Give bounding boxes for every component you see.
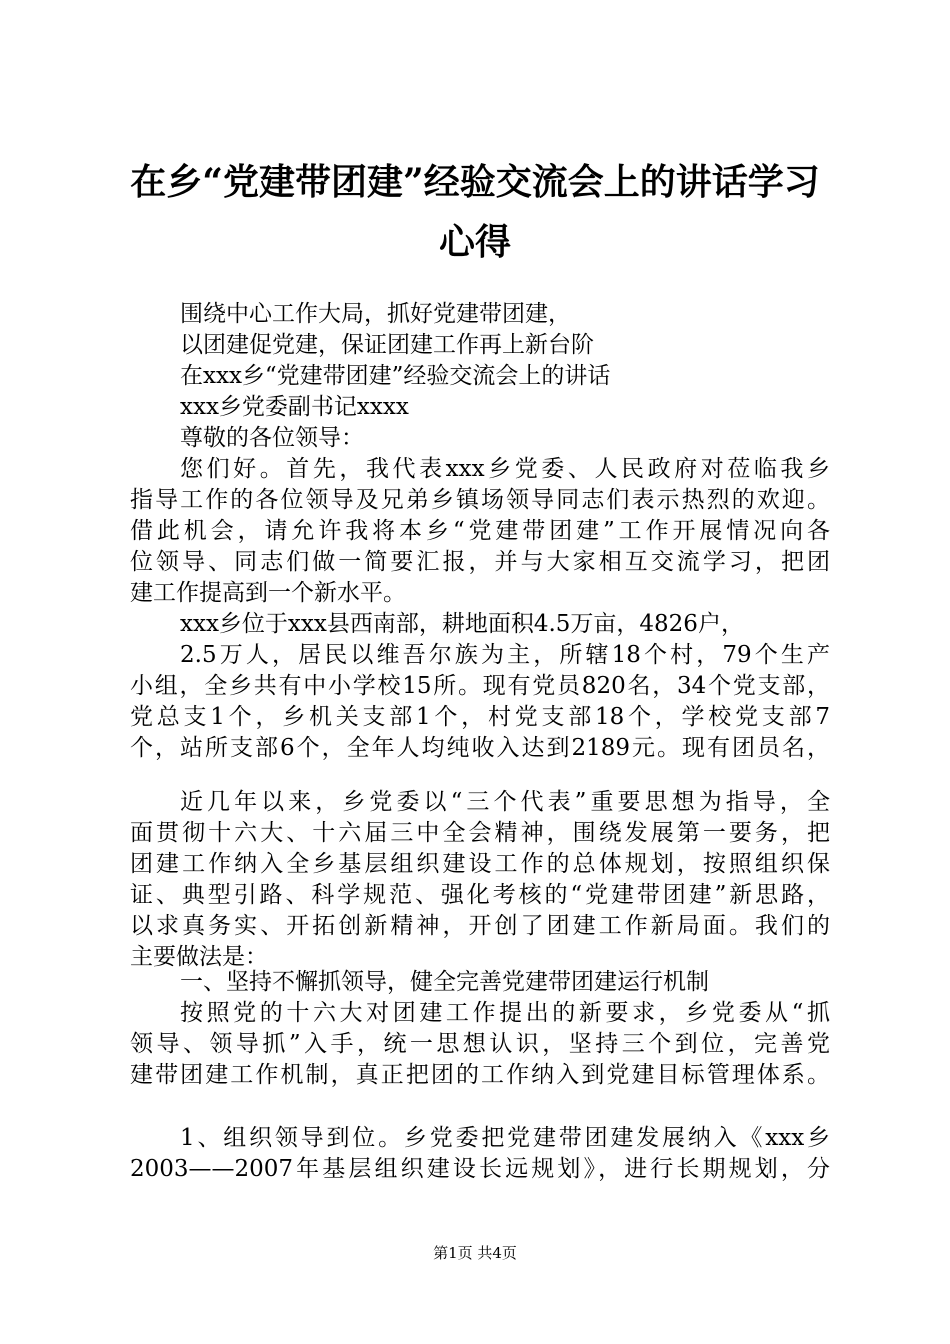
text-line-24: 领导、领导抓”入手，统一思想认识，坚持三个到位，完善党: [130, 1031, 830, 1057]
text-line-3: 在xxx乡“党建带团建”经验交流会上的讲话: [180, 363, 611, 389]
text-line-10: 建工作提高到一个新水平。: [130, 580, 406, 606]
text-line-25: 建带团建工作机制，真正把团的工作纳入到党建目标管理体系。: [130, 1062, 830, 1088]
text-line-2: 以团建促党建，保证团建工作再上新台阶: [180, 332, 594, 358]
text-line-6: 您们好。首先，我代表xxx乡党委、人民政府对莅临我乡: [180, 456, 830, 482]
text-line-8: 借此机会，请允许我将本乡“党建带团建”工作开展情况向各: [130, 518, 830, 544]
text-line-20: 以求真务实、开拓创新精神，开创了团建工作新局面。我们的: [130, 913, 830, 939]
text-line-15: 个，站所支部6个，全年人均纯收入达到2189元。现有团员名，: [130, 735, 830, 761]
text-line-16: 近几年以来，乡党委以“三个代表”重要思想为指导，全: [180, 789, 830, 815]
text-line-21: 主要做法是：: [130, 944, 268, 970]
text-line-26: 1、组织领导到位。乡党委把党建带团建发展纳入《xxx乡: [180, 1125, 830, 1151]
document-title-line-1: 在乡“党建带团建”经验交流会上的讲话学习: [130, 161, 820, 203]
text-line-4: xxx乡党委副书记xxxx: [180, 394, 409, 420]
text-line-1: 围绕中心工作大局，抓好党建带团建，: [180, 301, 571, 327]
text-line-17: 面贯彻十六大、十六届三中全会精神，围绕发展第一要务，把: [130, 820, 830, 846]
text-line-14: 党总支1个，乡机关支部1个，村党支部18个，学校党支部7: [130, 704, 830, 730]
text-line-13: 小组，全乡共有中小学校15所。现有党员820名，34个党支部，: [130, 673, 830, 699]
text-line-23: 按照党的十六大对团建工作提出的新要求，乡党委从“抓: [180, 1000, 830, 1026]
page-footer: 第1页 共4页: [433, 1244, 517, 1262]
text-line-7: 指导工作的各位领导及兄弟乡镇场领导同志们表示热烈的欢迎。: [130, 487, 830, 513]
text-line-18: 团建工作纳入全乡基层组织建设工作的总体规划，按照组织保: [130, 851, 830, 877]
text-line-9: 位领导、同志们做一简要汇报，并与大家相互交流学习，把团: [130, 549, 830, 575]
text-line-12: 2.5万人，居民以维吾尔族为主，所辖18个村，79个生产: [180, 642, 830, 668]
text-line-27: 2003——2007年基层组织建设长远规划》，进行长期规划，分: [130, 1156, 830, 1182]
document-title-line-2: 心得: [438, 221, 511, 263]
text-line-22: 一、坚持不懈抓领导，健全完善党建带团建运行机制: [180, 969, 709, 995]
text-line-5: 尊敬的各位领导：: [180, 425, 364, 451]
text-line-11: xxx乡位于xxx县西南部，耕地面积4.5万亩，4826户，: [180, 611, 744, 637]
text-line-19: 证、典型引路、科学规范、强化考核的“党建带团建”新思路，: [130, 882, 830, 908]
